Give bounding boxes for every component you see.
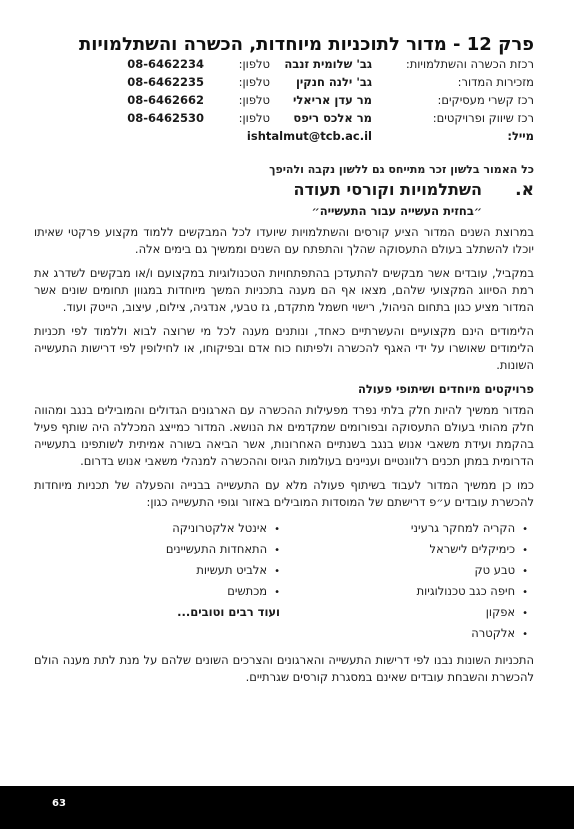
section-body [34, 224, 534, 693]
list-more: ועוד רבים וטובים... [177, 605, 280, 619]
list-item: • אלביט תעשיות [166, 560, 280, 581]
partners-lists [34, 518, 534, 648]
page-footer [0, 786, 574, 829]
phone-number: 08-6462234 [127, 57, 204, 71]
contact-role: רכזת הכשרה והשתלמויות: [405, 57, 534, 71]
phone-number: 08-6462235 [127, 75, 204, 89]
phone-label: טלפון: [238, 93, 270, 107]
contact-row [34, 111, 534, 129]
list-item: • כימיקלים לישראל [411, 539, 528, 560]
paragraph: כמו כן ממשיך המדור לעבוד בשיתוף פעולה מלא עם התעשייה בבנייה והפעלה של תכניות מיוחדות להכשרת עובדים ע״פ דרישתם של המוסדות המובילים באזור וגופי התעשייה כגון: [34, 478, 534, 509]
phone-number: 08-6462530 [127, 111, 204, 125]
email-row [34, 129, 534, 147]
list-item: • אפקון [411, 602, 528, 623]
list-item: • אלקטרה [411, 623, 528, 644]
list-item: • חיפה כגב טכנולוגיות [411, 581, 528, 602]
closing-paragraph: התכניות השונות נבנו לפי דרישות התעשייה והארגונים והצרכים השונים שלהם על מנת לתת מענה הולם להכשרת והשבחת עובדים שאינם במסגרת קורסים שגרתיים. [34, 653, 534, 684]
phone-number: 08-6462662 [127, 93, 204, 107]
contact-role: רכז קשרי מעסיקים: [437, 93, 534, 107]
partners-list-right [411, 518, 528, 644]
email-address[interactable]: ishtalmut@tcb.ac.il [246, 129, 372, 143]
section-letter: א. [515, 180, 534, 200]
section-heading [34, 180, 534, 202]
list-item: • הקריה למחקר גרעיני [411, 518, 528, 539]
contacts-block [34, 57, 534, 147]
list-item: • טבע טק [411, 560, 528, 581]
phone-label: טלפון: [238, 75, 270, 89]
list-item: • מכתשים [166, 581, 280, 602]
contact-name: גב' שלומית זנבה [284, 57, 372, 71]
gender-note: כל האמור בלשון זכר מתייחס גם ללשון נקבה ולהיפך [269, 163, 534, 176]
section-slogan: ״בחזית העשייה עבור התעשייה״ [311, 204, 482, 218]
phone-label: טלפון: [238, 57, 270, 71]
list-item: • אינטל אלקטרוניקה [166, 518, 280, 539]
paragraph: במקביל, עובדים אשר מבקשים להתעדכן בהתפתחויות הטכנולוגיות במקצועם ו/או מבקשים לשדרג את רמת הסיווג המקצועי שלהם, מצאו אף הם מענה בתכניות המשך מיוחדות במגוון תחומים שונים אשר המדור מציע כגון בתחום הניהול, רישוי חשמל מתקדם, גז טבעי, אנדגיה, צילום, עיצוב, הייטק ועוד. [34, 266, 534, 314]
subheading: פרויקטים מיוחדים ושיתופי פעולה [357, 382, 534, 396]
contact-name: גב' ילנה חנקין [295, 75, 372, 89]
page-number: 63 [52, 798, 66, 809]
contact-row [34, 93, 534, 111]
section-title: השתלמויות וקורסי תעודה [293, 180, 482, 199]
contact-row [34, 57, 534, 75]
paragraph: הלימודים הינם מקצועיים והעשרתיים כאחד, ונותנים מענה לכל מי שרוצה לבוא וללמוד לפי תכניות הלימודים שאושרו על ידי האגף להכשרה ולפיתוח כוח אדם ובפיקוחו, או לחילופין לפי דרישות התעשייה השונות. [34, 324, 534, 372]
contact-role: מזכירות המדור: [457, 75, 534, 89]
paragraph: המדור ממשיך להיות חלק בלתי נפרד מפעילות ההכשרה עם הארגונים הגדולים והמובילים בנגב ומהווה חלק מהותי בעולם התעסוקה ובפורומים שמקדמים את הנושא. המדור כמייצג המכללה היה שותף פעיל בהקמת ועידת משאבי אנוש בנגב בשנתיים האחרונות, אשר הביאה בשורה אמיתית לשותפינו בתעשייה הדרומית במתן תכנים רלוונטיים ועניינים בעולמות הגיוס וההכשרה למנהלי משאבי אנוש בדרום. [34, 403, 534, 468]
phone-label: טלפון: [238, 111, 270, 125]
list-item: • התאחדות התעשיינים [166, 539, 280, 560]
contact-row [34, 75, 534, 93]
chapter-title: פרק 12 - מדור לתוכניות מיוחדות, הכשרה והשתלמויות [79, 34, 534, 55]
email-label: מייל: [507, 129, 534, 143]
contact-role: רכז שיווק ופרויקטים: [432, 111, 534, 125]
partners-list-left [166, 518, 280, 623]
contact-name: מר עדן אריאלי [292, 93, 372, 107]
contact-name: מר אלכס ריפס [293, 111, 372, 125]
paragraph: במרוצת השנים המדור הציע קורסים והשתלמויות שיועדו לכל המבקשים ללמוד מקצוע פרקטי שאיתו יוכלו להשתלב בעולם התעסוקה שהלך והתפתח עם השנים וממשיך גם בימים אלה. [34, 225, 534, 256]
